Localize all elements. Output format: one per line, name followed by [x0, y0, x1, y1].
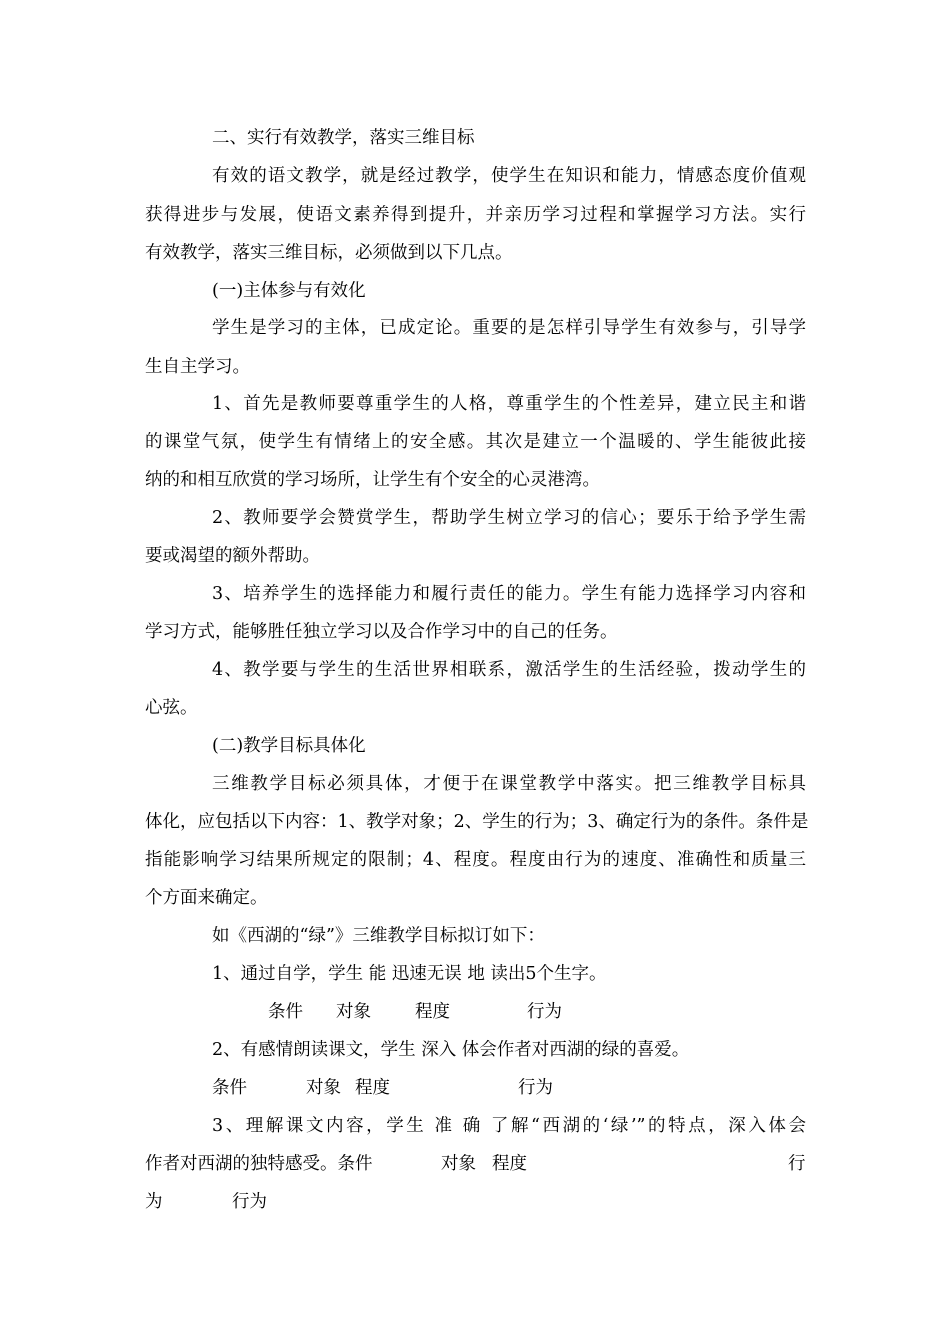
example-line: 作者对西湖的独特感受。条件	[145, 1154, 373, 1174]
annotation-label: 程度	[415, 1002, 450, 1022]
annotation-label: 程度	[355, 1078, 390, 1098]
example-line: 3、理解课文内容，学生 准 确 了解“西湖的‘绿’”的特点，深入体会	[212, 1116, 806, 1136]
paragraph-line: 如《西湖的“绿”》三维教学目标拟订如下：	[212, 926, 545, 946]
paragraph-line: 1、首先是教师要尊重学生的人格，尊重学生的个性差异，建立民主和谐	[212, 394, 806, 414]
paragraph-line: 2、教师要学会赞赏学生，帮助学生树立学习的信心；要乐于给予学生需	[212, 508, 806, 528]
paragraph-line: 个方面来确定。	[145, 888, 268, 908]
annotation-label: 条件	[212, 1078, 247, 1098]
annotation-label: 程度	[492, 1154, 527, 1174]
example-line: 2、有感情朗读课文，学生 深入 体会作者对西湖的绿的喜爱。	[212, 1040, 690, 1060]
subsection-heading: (二)教学目标具体化	[212, 736, 366, 756]
example-line: 1、通过自学，学生 能 迅速无误 地 读出5个生字。	[212, 964, 607, 984]
paragraph-line: 的课堂气氛，使学生有情绪上的安全感。其次是建立一个温暖的、学生能彼此接	[145, 432, 806, 452]
paragraph-line: 三维教学目标必须具体，才便于在课堂教学中落实。把三维教学目标具	[212, 774, 806, 794]
paragraph-line: 指能影响学习结果所规定的限制；4、程度。程度由行为的速度、准确性和质量三	[145, 850, 806, 870]
section-heading: 二、实行有效教学，落实三维目标	[212, 128, 475, 148]
paragraph-line: 心弦。	[145, 698, 198, 718]
paragraph-line: 生自主学习。	[145, 357, 250, 377]
annotation-label: 行为	[527, 1002, 562, 1022]
annotation-label: 对象	[336, 1002, 371, 1022]
paragraph-line: 获得进步与发展，使语文素养得到提升，并亲历学习过程和掌握学习方法。实行	[145, 205, 806, 225]
paragraph-line: 学习方式，能够胜任独立学习以及合作学习中的自己的任务。	[145, 622, 618, 642]
paragraph-line: 学生是学习的主体，已成定论。重要的是怎样引导学生有效参与，引导学	[212, 318, 806, 338]
annotation-label: 条件	[268, 1002, 303, 1022]
annotation-label: 为	[145, 1192, 163, 1212]
annotation-label: 对象	[306, 1078, 341, 1098]
paragraph-line: 有效的语文教学，就是经过教学，使学生在知识和能力，情感态度价值观	[212, 166, 806, 186]
paragraph-line: 体化，应包括以下内容：1、教学对象；2、学生的行为；3、确定行为的条件。条件是	[145, 812, 809, 832]
paragraph-line: 有效教学，落实三维目标，必须做到以下几点。	[145, 243, 513, 263]
subsection-heading: (一)主体参与有效化	[212, 281, 366, 301]
paragraph-line: 4、教学要与学生的生活世界相联系，激活学生的生活经验，拨动学生的	[212, 660, 806, 680]
annotation-label: 行	[788, 1154, 806, 1174]
annotation-label: 行为	[232, 1192, 267, 1212]
annotation-label: 对象	[441, 1154, 476, 1174]
annotation-label: 行为	[518, 1078, 553, 1098]
paragraph-line: 纳的和相互欣赏的学习场所，让学生有个安全的心灵港湾。	[145, 470, 600, 490]
paragraph-line: 要或渴望的额外帮助。	[145, 546, 320, 566]
paragraph-line: 3、培养学生的选择能力和履行责任的能力。学生有能力选择学习内容和	[212, 584, 806, 604]
